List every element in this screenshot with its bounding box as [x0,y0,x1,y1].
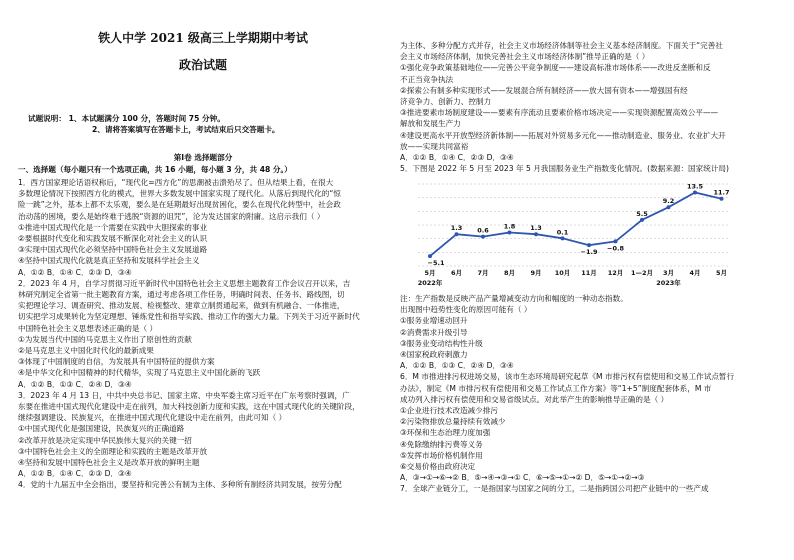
text-line: 出现图中趋势性变化的原因可能有（ ） [400,305,532,315]
data-point [720,197,724,201]
text-line: ③中国特色社会主义的全面理论和实践的主题是改革开放 [18,446,208,456]
text-line: ③体现了中国制度的自信，为发展具有中国特征的提供方案 [18,357,215,367]
data-label: 9.2 [662,197,675,206]
text-line: 5．下图是 2022 年 5 月至 2023 年 5 月我国服务业生产指数变化情况。(数据来源：国家统计局) [400,164,729,174]
exam-subject: 政治试题 [178,58,227,72]
text-line: A．①② B．①③ C．②④ D．③④ [400,361,514,371]
data-label: 5.5 [636,209,648,218]
data-point [428,254,432,258]
text-line: 2．2023 年 4 月，自学习贯彻习近平新时代中国特色社会主义思想主题教育工作会议召开以来，吉 [18,278,351,288]
exam-title: 铁人中学 2021 级高三上学期期中考试 [98,31,308,45]
text-line: 6．M 市推进排污权进场交易，该市生态环境局研究起草《M 市排污权有偿使用和交易工作试点暂行 [400,372,735,382]
x-tick-label: 12月 [607,269,624,277]
data-point [587,243,591,247]
data-point [508,231,512,235]
data-label: 11.7 [713,188,730,197]
text-line: 成功列入排污权有偿使用和交易省级试点。对此举产生的影响推导正确的是（ ） [400,394,669,404]
x-tick-label: 10月 [554,269,571,277]
text-line: 东要在推进中国式现代化建设中走在前列，加大科技创新力度和实践，这在中国式现代化的关键阶段， [18,402,360,412]
x-tick-label: 11月 [581,269,597,277]
text-line: A．①② B．①④ C．②③ D．③④ [18,469,132,479]
text-line: 不正当竞争执法 [400,74,454,84]
x-tick-label: 6月 [450,269,463,277]
text-line: 济竞争力、创新力、控制力 [400,97,492,107]
text-line: ④是中华文化和中国精神的时代精华，实现了马克思主义中国化新的飞跃 [18,368,261,378]
x-tick-label: 8月 [503,269,516,277]
text-line: ②改革开放是决定实现中华民族伟大复兴的关键一招 [18,435,192,445]
data-label: −5.1 [427,259,445,268]
text-line: 险一跳”之外，基本上都不太乐观，要么是在延期最好出现贫困化，要么在现代化转型中，社会政 [18,200,341,210]
text-line: 4．党的十九届五中全会指出，要坚持和完善公有制为主体、多种所有制经济共同发展，按劳分配 [18,480,342,490]
text-line: ②污染物排放总量持续有效减少 [400,417,506,427]
text-line: ①服务业增速动回升 [400,316,468,326]
text-line: 1．西方国家理论话语权称后，“现代化=西方化”的思潮被击溃殆尽了。但从结果上看，在很大 [18,178,334,187]
text-line: A．③→①→⑥→② B．⑤→④→③→① C．⑥→⑤→①→② D．⑤→①→②→③ [400,473,645,483]
text-line: A．①② B．①④ C．②③ D．③④ [400,153,514,163]
data-point [640,218,644,222]
x-tick-label: 4月 [689,269,701,277]
series-line [430,193,722,257]
text-line: ③推进要素市场制度建设——要素有序流动且要素价格市场决定——实现资源配置高效公平—— [400,108,719,118]
text-line: ①企业进行技术改造减少排污 [400,406,498,416]
instructions [28,113,388,135]
text-line: ⑤发挥市场价格机制作用 [400,450,483,460]
text-line: 办法》，制定《M 市排污权有偿使用和交易工作试点工作方案》等“1+5”制度配套体系，M 市 [400,383,712,393]
text-line: 切实把学习成果转化为坚定理想、锤炼党性和指导实践、推动工作的强大力量。下列关于习近平新时代 [18,312,360,322]
text-line: 实把理论学习、调查研究、推动发展、检视整改、建章立制贯通起来，做到有机融合、一体推进， [18,301,345,311]
section-subtitle: 一、选择题（每小题只有一个选项正确，共 16 小题，每小题 3 分，共 48 分。） [18,165,292,174]
data-label: 0.1 [556,228,569,237]
year-label: 2022年 [417,279,443,287]
x-tick-label: 3月 [662,269,675,277]
data-label: 1.3 [530,224,542,233]
x-tick-label: 9月 [530,269,542,277]
text-line: ②要根据时代变化和实践发展不断深化对社会主义的认识 [18,234,208,244]
data-point [455,232,459,236]
x-tick-label: 5月 [424,269,436,277]
text-line: A．①② B．①③ C．②④ D．③④ [18,379,132,389]
data-point [693,191,697,195]
year-labels [418,278,682,287]
text-line: ④国家税政府刺激力 [400,350,468,360]
text-line: ①强化竞争政策基础地位——完善公平竞争制度——建设高标准市场体系——改进反垄断和反 [400,63,711,73]
x-tick-label: 1—2月 [630,269,654,277]
data-label: −0.8 [607,244,624,253]
year-label: 2023年 [656,279,681,287]
text-line: 3．2023 年 4 月 13 日，中共中央总书记、国家主席、中央军委主席习近平在广东考察时强调，广 [18,390,350,400]
text-line: ①推进中国式现代化是一个需要在实践中大胆探索的事业 [18,222,208,232]
right-column [400,0,778,560]
data-point [614,239,618,243]
section-title: 第Ⅰ卷 选择题部分 [173,153,233,162]
text-line: 7．全球产业链分工，一是指国家与国家之间的分工，二是指跨国公司把产业链中的一些产成 [400,484,709,494]
chart-gridlines [418,184,730,266]
text-line: ②探索公有制多种实现形式——发展混合所有制经济——放大国有资本——增强国有经 [400,85,688,95]
data-point [534,232,538,236]
right-questions-bottom [400,293,778,495]
text-line: 注：生产指数是反映产品产量增减变动方向和幅度的一种动态指数。 [400,294,628,303]
data-label: −1.9 [580,248,598,257]
text-line: 中国特色社会主义思想表述正确的是（ ） [18,323,158,333]
text-line: 会主义市场经济体制，加快完善社会主义市场经济体制”推导正确的是（ ） [400,52,650,62]
text-line: A．①② B．①④ C．②③ D．③④ [18,267,132,277]
text-line: ④建设更高水平开放型经济新体制——拓展对外贸易多元化——推动制造业、服务业、农业扩大开 [400,130,726,140]
text-line: ①中国式现代化是强国建设，民族复兴的正确道路 [18,424,185,434]
text-line: ③服务业变动结构性升级 [400,338,483,348]
data-point [481,235,485,239]
service-index-chart [400,178,778,291]
instruction-line: 试题说明： 1、本试题满分 100 分，答题时间 75 分钟。 [28,114,225,123]
text-line: ④免除缴纳排污费等义务 [400,439,483,449]
data-label: 1.8 [503,222,516,231]
text-line: 继续强调建设、民族复兴，在推进中国式现代化建设中走在前列，由此可知（ ） [18,413,287,423]
data-point [667,205,671,209]
x-tick-label: 7月 [477,269,489,277]
text-line: 解放和发展生产力 [400,119,461,129]
text-line: ②是马克思主义中国化时代化的最新成果 [18,346,154,356]
data-label: 13.5 [686,182,704,191]
text-line: 放——实现共同富裕 [400,141,469,151]
left-column [18,0,388,560]
right-questions-top [400,40,778,174]
text-line: 为主体、多种分配方式并存，社会主义市场经济体制等社会主义基本经济制度。下面关于“完善社 [400,41,723,50]
text-line: ⑥交易价格由政府决定 [400,462,476,472]
data-label: 0.6 [477,226,489,235]
text-line: ③环保和生态治理力度加强 [400,428,491,438]
text-line: ①为发展当代中国的马克思主义作出了原创性的贡献 [18,334,192,344]
text-line: ③实现中国式现代化必须坚持中国特色社会主义发展道路 [18,245,208,255]
text-line: 林研究制定全省第一批主题教育方案，通过考虑各项工作任务，明确时间表、任务书、路线图，切 [18,290,345,300]
text-line: 多数理论情况下按照西方化的模式，世界大多数发展中国家实现了现代化。从落后到现代化的“惊 [18,189,341,199]
x-tick-labels [424,269,727,277]
x-tick-label: 5月 [715,269,728,277]
text-line: ④坚持中国式现代化就是真正坚持和发展科学社会主义 [18,256,200,266]
text-line: ④坚持和发展中国特色社会主义是改革开放的鲜明主题 [18,458,200,468]
data-label: 1.3 [450,224,463,233]
data-point [561,236,565,240]
instruction-line: 2、请将答案填写在答题卡上，考试结束后只交答题卡。 [92,125,280,135]
text-line: 治动荡的困境，要么是始终难于逃脱“资源的诅咒”，沦为发达国家的附庸。这启示我们（ ） [18,211,325,221]
left-questions [18,177,388,491]
text-line: ②消费需求升级引导 [400,327,468,337]
